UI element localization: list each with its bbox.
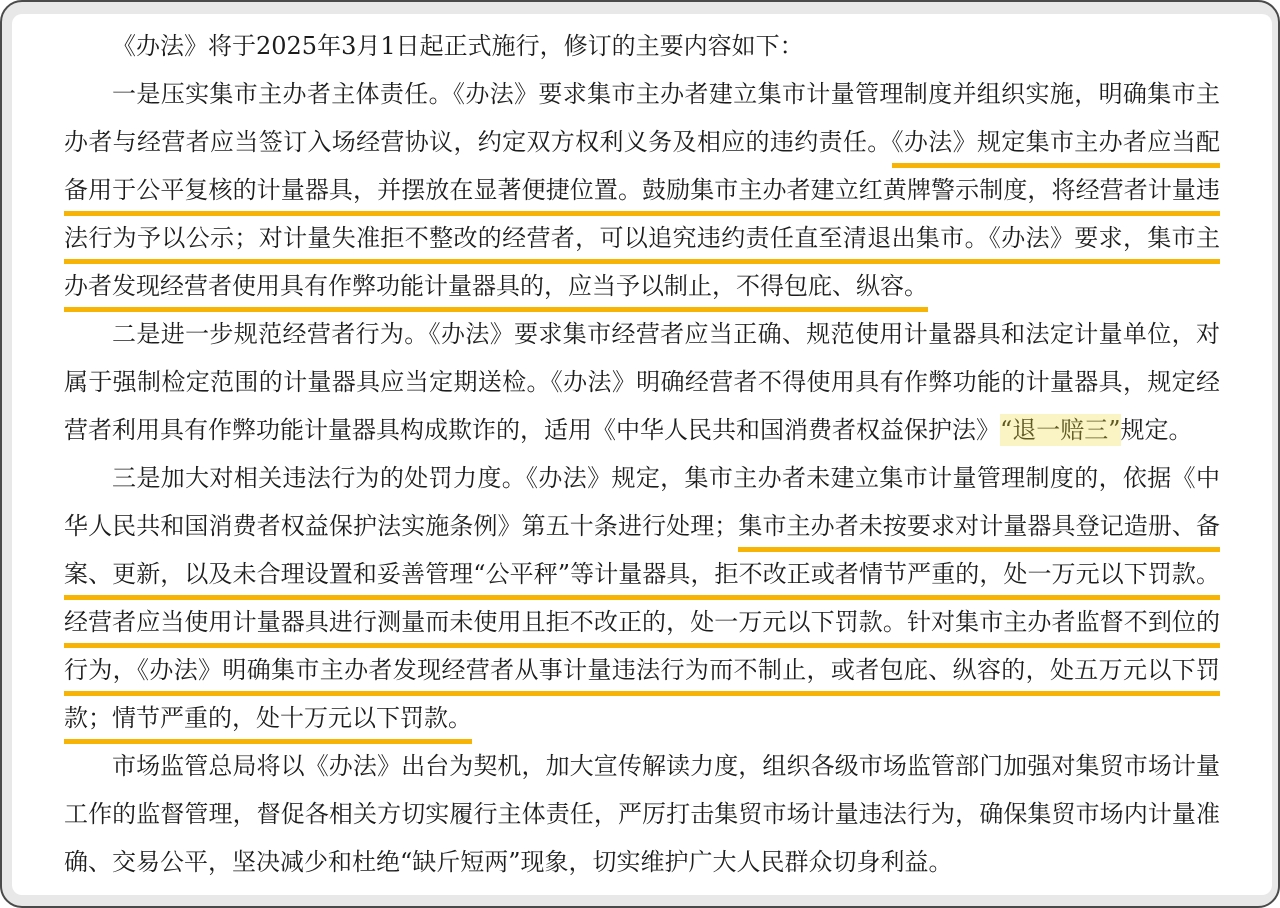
text-run: 一是压实集市主办者主体责任。《办法》要求集市主办者建立集市计量管理制度并组织实施，明确集市主办者与经营者应当签订入场经营协议，约定双方权利义务及相应的违约责任。: [64, 80, 1220, 156]
underlined-text: 集市主办者未按要求对计量器具登记造册、备案、更新，以及未合理设置和妥善管理“公平秤”等计量器具，拒不改正或者情节严重的，处一万元以下罚款。经营者应当使用计量器具进行测量而未使用且拒不改正的，处一万元以下罚款。针对集市主办者监督不到位的行为，《办法》明确集市主办者发现经营者从事计量违法行为而不制止，或者包庇、纵容的，处五万元以下罚款；情节严重的，处十万元以下罚款。: [64, 512, 1220, 744]
text-run: 二是进一步规范经营者行为。《办法》要求集市经营者应当正确、规范使用计量器具和法定计量单位，对属于强制检定范围的计量器具应当定期送检。《办法》明确经营者不得使用具有作弊功能的计量器具，规定经营者利用具有作弊功能计量器具构成欺诈的，适用《中华人民共和国消费者权益保护法》: [64, 320, 1220, 444]
paragraph: [64, 310, 1220, 454]
document-card: [12, 14, 1272, 895]
paragraph: [64, 22, 1220, 70]
paragraph: [64, 454, 1220, 742]
paragraph: [64, 742, 1220, 886]
highlighted-text: “退一赔三”: [1000, 416, 1121, 444]
document-body: [64, 22, 1220, 886]
text-run: 三是加大对相关违法行为的处罚力度。《办法》规定，集市主办者未建立集市计量管理制度的，依据《中华人民共和国消费者权益保护法实施条例》第五十条进行处理；: [64, 464, 1220, 540]
text-run: 市场监管总局将以《办法》出台为契机，加大宣传解读力度，组织各级市场监管部门加强对集贸市场计量工作的监督管理，督促各相关方切实履行主体责任，严厉打击集贸市场计量违法行为，确保集贸市场内计量准确、交易公平，坚决减少和杜绝“缺斤短两”现象，切实维护广大人民群众切身利益。: [64, 752, 1220, 876]
text-run: 规定。: [1120, 416, 1193, 444]
paragraph: [64, 70, 1220, 310]
underlined-text: 《办法》规定集市主办者应当配备用于公平复核的计量器具，并摆放在显著便捷位置。鼓励集市主办者建立红黄牌警示制度，将经营者计量违法行为予以公示；对计量失准拒不整改的经营者，可以追究违约责任直至清退出集市。《办法》要求，集市主办者发现经营者使用具有作弊功能计量器具的，应当予以制止，不得包庇、纵容。: [64, 128, 1220, 312]
text-run: 《办法》将于2025年3月1日起正式施行，修订的主要内容如下：: [112, 32, 804, 60]
